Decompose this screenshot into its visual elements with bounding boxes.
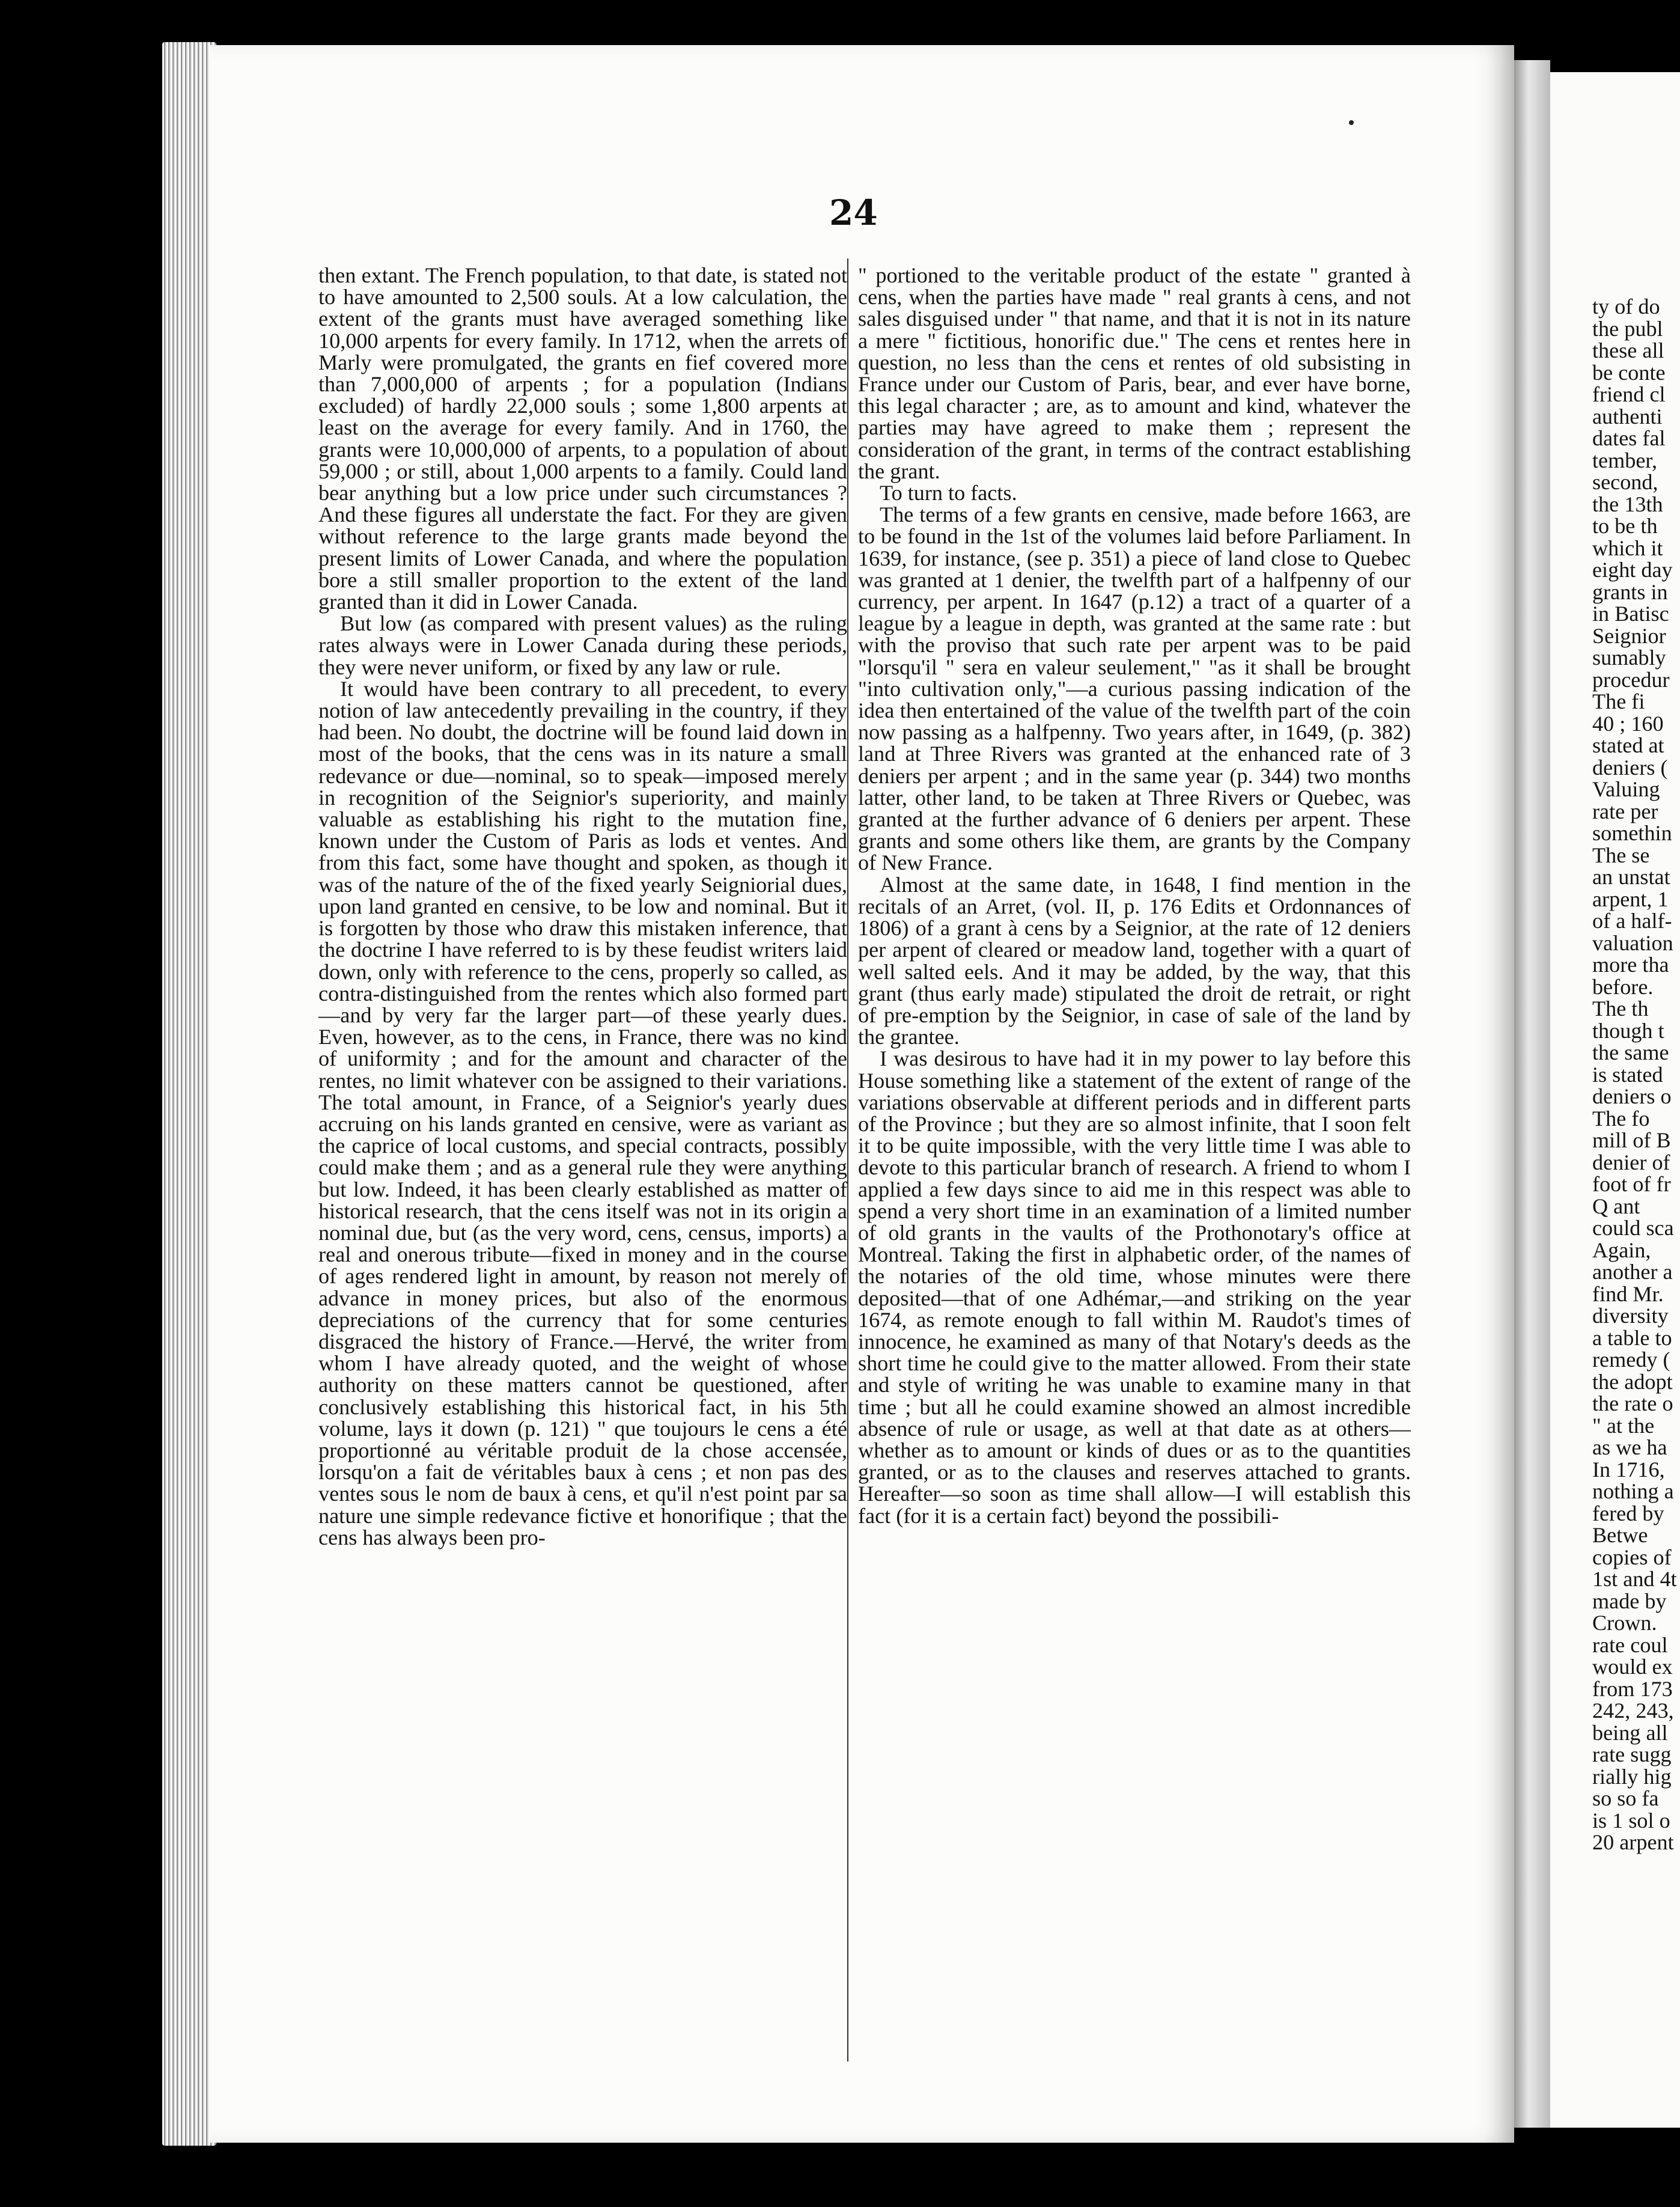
book-fore-edge [162,42,216,2146]
fragment-line: Seignior [1592,623,1666,648]
fragment-line: to be th [1592,514,1658,538]
fragment-line: is 1 sol o [1592,1808,1670,1833]
paragraph: then extant. The French population, to that date, is stated not to have amounted to 2,500 souls. At a low calculation, the extent of the grants must have averaged something like 10,000 arpents for every family. In 1712, when the arrets of Marly were promulgated, the grants en fief covered more than 7,000,000 of arpents ; for a population (Indians excluded) of hardly 22,000 souls ; some 1,800 arpents at least on the average for every family. And in 1760, the grants were 10,000,000 of arpents, to a population of about 59,000 ; or still, about 1,000 arpents to a family. Could land bear anything but a low price under such circumstances ? And these figures all understate the fact. For they are given without reference to the large grants made beyond the present limits of Lower Canada, and where the population bore a still smaller proportion to the extent of the land granted than it did in Lower Canada. [318,263,847,614]
paragraph: To turn to facts. [880,481,1017,505]
fragment-line: Valuing [1592,777,1660,801]
column-divider [847,258,848,2062]
fragment-line: which it [1592,536,1663,560]
left-text-column [318,264,847,1548]
fragment-line: the adopt [1592,1369,1673,1394]
fragment-line: In 1716, [1592,1457,1665,1482]
fragment-line: procedur [1592,667,1670,692]
fragment-line: Again, [1592,1238,1651,1262]
fragment-line: fered by [1592,1501,1664,1525]
fragment-line: nothing a [1592,1479,1674,1503]
paragraph: The terms of a few grants en censive, made before 1663, are to be found in the 1st of the volumes laid before Parliament. In 1639, for instance, (see p. 351) a piece of land close to Quebec was granted at 1 denier, the twelfth part of a halfpenny of our currency, per arpent. In 1647 (p.12) a tract of a quarter of a league by a league in depth, was granted at the same rate : but with the proviso that such rate per arpent was to be paid "lorsqu'il " sera en valeur seulement," "as it shall be brought "into cultivation only,"—a curious passing indication of the idea then entertained of the value of the twelfth part of the coin now passing as a halfpenny. Two years after, in 1649, (p. 382) land at Three Rivers was granted at the enhanced rate of 3 deniers per arpent ; and in the same year (p. 344) two months latter, other land, to be taken at Three Rivers or Quebec, was granted at the further advance of 6 deniers per arpent. These grants and some others like them, are grants by the Company of New France. [858,502,1411,875]
fragment-line: second, [1592,470,1658,494]
book-gutter [1514,60,1550,2128]
fragment-line: 40 ; 160 [1592,711,1664,736]
fragment-line: the rate o [1592,1391,1673,1415]
fragment-line: made by [1592,1589,1667,1613]
paragraph: It would have been contrary to all precedent, to every notion of law antecedently prevailing in the country, if they had been. No doubt, the doctrine will be found laid down in most of the books, that the cens was in its nature a small redevance or due—nominal, so to speak—imposed merely in recognition of the Seignior's superiority, and mainly valuable as establishing his right to the mutation fine, known under the Custom of Paris as lods et ventes. And from this fact, some have thought and spoken, as though it was of the nature of the of the fixed yearly Seigniorial dues, upon land granted en censive, to be low and nominal. But it is forgotten by those who draw this mistaken inference, that the doctrine I have referred to is by these feudist writers laid down, only with reference to the cens, properly so called, as contra-distinguished from the rentes which also formed part—and by very far the larger part—of these yearly dues. Even, however, as to the cens, in France, there was no kind of uniformity ; and for the amount and character of the rentes, no limit whatever con be assigned to their variations. The total amount, in France, of a Seignior's yearly dues accruing on his lands granted en censive, were as variant as the caprice of local customs, and special contracts, possibly could make them ; and as a general rule they were anything but low. Indeed, it has been clearly established as matter of historical research, that the cens itself was not in its origin a nominal due, but (as the very word, cens, census, imports) a real and onerous tribute—fixed in money and in the course of ages rendered light in amount, by reason not merely of advance in money prices, but also of the enormous depreciations of the currency that for some centuries disgraced the history of France.—Hervé, the writer from whom I have already quoted, and the weight of whose authority on these matters cannot be questioned, after conclusively establishing this historical fact, in his 5th volume, lays it down (p. 121) " que toujours le cens a été proportionné au véritable produit de la chose accensée, lorsqu'on a fait de véritables baux à cens ; et non pas des ventes sous le nom de baux à cens, et qu'il n'est point par sa nature une simple redevance fictive et honorifique ; that the cens has always been pro- [318,676,847,1549]
fragment-line: arpent, 1 [1592,887,1669,911]
right-text-column [858,264,1411,1527]
fragment-line: though t [1592,1018,1664,1043]
fragment-line: another a [1592,1260,1673,1284]
fragment-line: more tha [1592,953,1669,977]
fragment-line: 20 arpent [1592,1830,1674,1854]
fragment-line: would ex [1592,1655,1673,1679]
fragment-line: be conte [1592,360,1666,385]
fragment-line: from 173 [1592,1676,1673,1701]
ink-speck [1349,120,1354,125]
fragment-line: so so fa [1592,1786,1659,1810]
fragment-line: 1st and 4t [1592,1567,1677,1591]
fragment-line: deniers ( [1592,755,1668,780]
fragment-line: mill of B [1592,1128,1671,1152]
fragment-line: in Batisc [1592,602,1669,626]
fragment-line: these all [1592,338,1664,362]
fragment-line: foot of fr [1592,1172,1671,1196]
fragment-line: The se [1592,843,1650,867]
fragment-line: find Mr. [1592,1281,1664,1306]
fragment-line: " at the [1592,1413,1655,1438]
paragraph: But low (as compared with present values) as the ruling rates always were in Lower Canada during these periods, they were never uniform, or fixed by any law or rule. [318,611,847,679]
fragment-line: somethin [1592,821,1672,845]
paragraph: I was desirous to have had it in my power to lay before this House something like a statement of the extent of range of the variations observable at different periods and in different parts of the Province ; but they are so almost infinite, that I soon felt it to be quite impossible, with the very little time I was able to devote to this particular branch of research. A friend to whom I applied a few days since to aid me in this respect was able to spend a very short time in an examination of a limited number of old grants in the vaults of the Prothonotary's office at Montreal. Taking the first in alphabetic order, of the names of the notaries of the old time, whose minutes were there deposited—that of one Adhémar,—and striking on the year 1674, as remote enough to fall within M. Raudot's times of innocence, he examined as many of that Notary's deeds as the short time he could give to the matter allowed. From their state and style of writing he was unable to examine many in that time ; but all he could examine showed an almost incredible absence of rule or usage, as well at that date as at others—whether as to amount or kinds of dues or as to the quantities granted, or as to the clauses and reserves attached to grants. Hereafter—so soon as time shall allow—I will establish this fact (for it is a certain fact) beyond the possibili- [858,1046,1411,1528]
fragment-line: friend cl [1592,382,1666,406]
fragment-line: being all [1592,1720,1668,1745]
fragment-line: Q ant [1592,1194,1640,1218]
fragment-line: eight day [1592,558,1673,582]
fragment-line: as we ha [1592,1435,1667,1459]
fragment-line: the 13th [1592,492,1663,516]
fragment-line: grants in [1592,579,1668,604]
fragment-line: The fo [1592,1106,1650,1131]
fragment-line: remedy ( [1592,1348,1670,1372]
fragment-line: stated at [1592,733,1664,757]
fragment-line: of a half- [1592,909,1672,933]
fragment-line: is stated [1592,1062,1663,1087]
fragment-line: before. [1592,974,1654,999]
fragment-line: authenti [1592,404,1663,429]
fragment-line: deniers o [1592,1084,1672,1108]
fragment-line: The fi [1592,689,1645,713]
fragment-line: diversity [1592,1304,1669,1328]
fragment-line: ty of do [1592,295,1660,319]
fragment-line: a table to [1592,1325,1672,1350]
fragment-line: rate per [1592,799,1658,823]
page-number: 24 [829,192,878,233]
fragment-line: copies of [1592,1545,1672,1569]
fragment-line: an unstat [1592,865,1670,889]
paragraph: Almost at the same date, in 1648, I find mention in the recitals of an Arret, (vol. II, p. 176 Edits et Ordonnances of 1806) of a grant à cens by a Seignior, at the rate of 12 deniers per arpent of cleared or meadow land, together with a quart of well salted eels. And it may be added, by the way, that this grant (thus early made) stipulated the droit de retrait, or right of pre-emption by the Seignior, in case of sale of the land by the grantee. [858,872,1411,1049]
fragment-line: rate sugg [1592,1742,1672,1766]
fragment-line: The th [1592,997,1649,1021]
next-page-text-fragment [1592,296,1680,1854]
fragment-line: rate coul [1592,1632,1668,1657]
fragment-line: rially hig [1592,1764,1672,1789]
fragment-line: could sca [1592,1216,1674,1240]
fragment-line: the same [1592,1040,1669,1064]
paragraph: " portioned to the veritable product of the estate " granted à cens, when the parties have made " real grants à cens, and not sales disguised under " that name, and that it is not in its nature a mere " fictitious, honorific due." The cens et rentes here in question, no less than the cens et rentes of old subsisting in France under our Custom of Paris, bear, and ever have borne, this legal character ; are, as to amount and kind, whatever the parties may have agreed to make them ; represent the consideration of the grant, in terms of the contract establishing the grant. [858,263,1411,483]
fragment-line: denier of [1592,1150,1670,1174]
fragment-line: tember, [1592,448,1658,472]
fragment-line: dates fal [1592,426,1666,450]
fragment-line: the publ [1592,316,1663,341]
fragment-line: Crown. [1592,1611,1657,1635]
fragment-line: valuation [1592,930,1673,955]
fragment-line: sumably [1592,646,1666,670]
fragment-line: 242, 243, [1592,1699,1674,1723]
fragment-line: Betwe [1592,1523,1648,1547]
